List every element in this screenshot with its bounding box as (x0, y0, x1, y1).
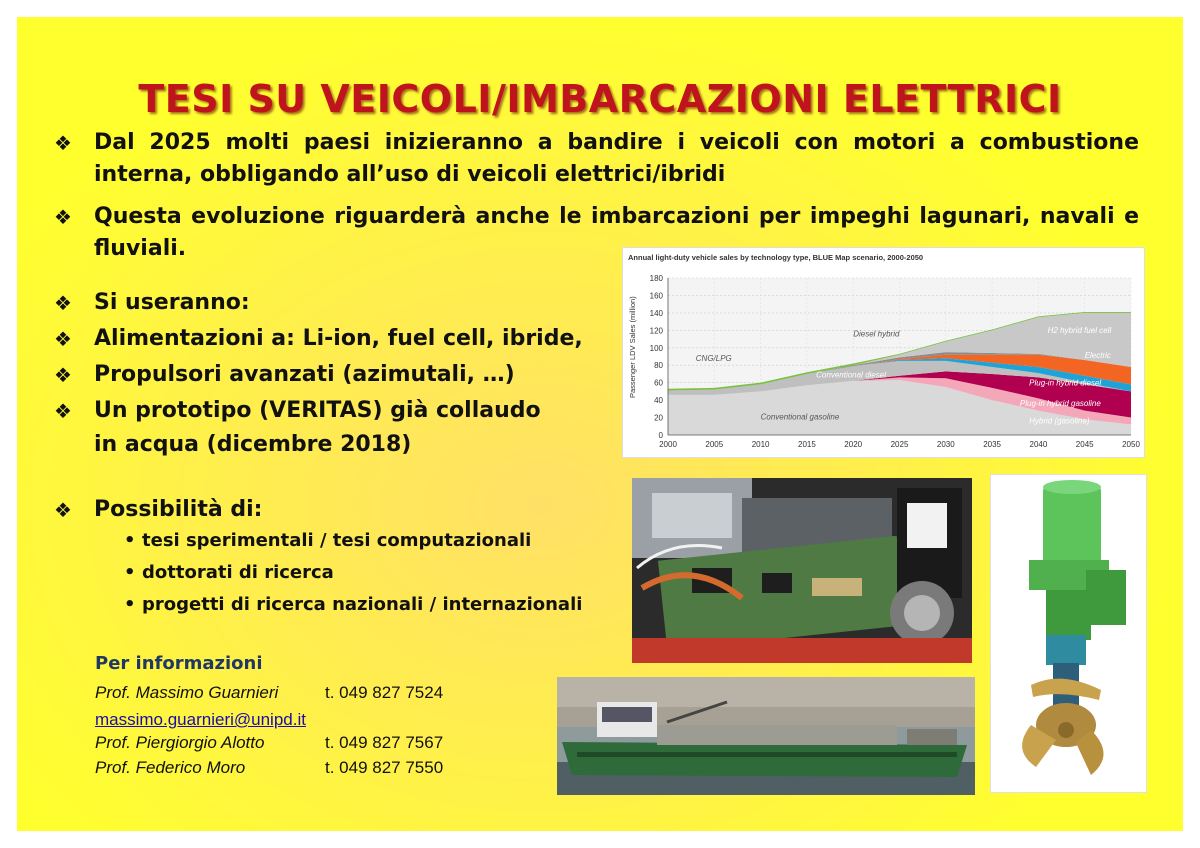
azimuth-thruster-photo (990, 474, 1147, 793)
chart-y-tick-label: 20 (654, 413, 663, 423)
chart-x-tick-label: 2020 (844, 440, 863, 449)
contact-moro: Prof. Federico Moro t. 049 827 7550 (95, 758, 444, 777)
chart-x-tick-label: 2040 (1029, 440, 1048, 449)
chart-series-label: Conventional gasoline (760, 412, 840, 422)
chart-y-tick-label: 140 (649, 308, 663, 318)
sub-bullet-projects: • progetti di ricerca nazionali / internazionali (124, 589, 582, 621)
sub-bullet-phd: • dottorati di ricerca (124, 557, 334, 589)
page-title: TESI SU VEICOLI/IMBARCAZIONI ELETTRICI (138, 77, 1062, 121)
chart-x-tick-label: 2000 (659, 440, 677, 449)
chart-y-tick-label: 120 (649, 326, 663, 336)
electric-boat-image (557, 677, 975, 795)
dot-bullet-icon: • (124, 562, 136, 583)
azimuth-thruster-image (991, 475, 1146, 792)
bullet-boats-evolution: ❖ Questa evoluzione riguarderà anche le imbarcazioni per impeghi lagunari, navali e fluviali. (54, 201, 1139, 265)
vehicle-sales-chart (622, 247, 1145, 458)
electronics-board-photo (632, 478, 972, 663)
chart-x-tick-label: 2005 (705, 440, 724, 449)
chart-series-label: CNG/LPG (695, 353, 732, 363)
bullet-prototype: ❖ Un prototipo (VERITAS) già collaudo (54, 395, 541, 427)
chart-x-tick-label: 2015 (798, 440, 816, 449)
chart-y-tick-label: 60 (654, 378, 663, 388)
diamond-bullet-icon: ❖ (54, 498, 72, 522)
chart-y-tick-label: 80 (654, 361, 663, 371)
contact-guarnieri: Prof. Massimo Guarnieri t. 049 827 7524 (95, 683, 444, 702)
diamond-bullet-icon: ❖ (54, 205, 72, 229)
chart-x-tick-label: 2050 (1122, 440, 1140, 449)
dot-bullet-icon: • (124, 594, 136, 615)
chart-y-tick-label: 40 (654, 396, 663, 406)
chart-title: Annual light-duty vehicle sales by technology type, BLUE Map scenario, 2000-2050 (628, 253, 924, 262)
bullet-power-sources: ❖ Alimentazioni a: Li-ion, fuel cell, ibride, (54, 323, 583, 355)
chart-series-label: Plug-in hybrid diesel (1029, 378, 1102, 388)
bullet-prototype-continued: in acqua (dicembre 2018) (94, 432, 412, 457)
chart-series-label: Electric (1084, 351, 1111, 361)
chart-x-tick-label: 2030 (936, 440, 955, 449)
chart-y-tick-label: 0 (658, 431, 663, 440)
chart-series-label: Conventional diesel (816, 370, 886, 380)
chart-series-label: Diesel hybrid (853, 329, 900, 339)
dot-bullet-icon: • (124, 530, 136, 551)
diamond-bullet-icon: ❖ (54, 291, 72, 315)
info-heading: Per informazioni (95, 653, 263, 674)
bullet-propulsion: ❖ Propulsori avanzati (azimutali, …) (54, 359, 515, 391)
bullet-will-use: ❖ Si useranno: (54, 287, 250, 319)
chart-series-label: Plug-in hybrid gasoline (1019, 399, 1101, 409)
chart-y-tick-label: 160 (649, 291, 663, 301)
contact-alotto: Prof. Piergiorgio Alotto t. 049 827 7567 (95, 733, 444, 752)
chart-x-tick-label: 2025 (890, 440, 909, 449)
chart-x-tick-label: 2035 (983, 440, 1001, 449)
sub-bullet-theses: • tesi sperimentali / tesi computazionali (124, 525, 531, 557)
email-link[interactable]: massimo.guarnieri@unipd.it (95, 710, 306, 729)
bullet-ban-2025: ❖ Dal 2025 molti paesi inizieranno a bandire i veicoli con motori a combustione interna, obbligando all’uso di veicoli elettrici/ibridi (54, 127, 1139, 191)
chart-x-tick-label: 2010 (751, 440, 770, 449)
diamond-bullet-icon: ❖ (54, 327, 72, 351)
electric-boat-photo (557, 677, 975, 795)
diamond-bullet-icon: ❖ (54, 363, 72, 387)
chart-y-axis-label: Passenger LDV Sales (million) (628, 296, 637, 398)
chart-series-label: Hybrid (gasoline) (1029, 416, 1090, 426)
chart-series-label: H2 hybrid fuel cell (1047, 325, 1112, 335)
chart-x-tick-label: 2045 (1075, 440, 1094, 449)
diamond-bullet-icon: ❖ (54, 399, 72, 423)
electronics-board-image (632, 478, 972, 663)
chart-y-tick-label: 100 (649, 343, 663, 353)
chart-svg (623, 248, 1144, 457)
chart-y-tick-label: 180 (649, 274, 663, 283)
diamond-bullet-icon: ❖ (54, 131, 72, 155)
bullet-opportunities: ❖ Possibilità di: (54, 494, 262, 526)
